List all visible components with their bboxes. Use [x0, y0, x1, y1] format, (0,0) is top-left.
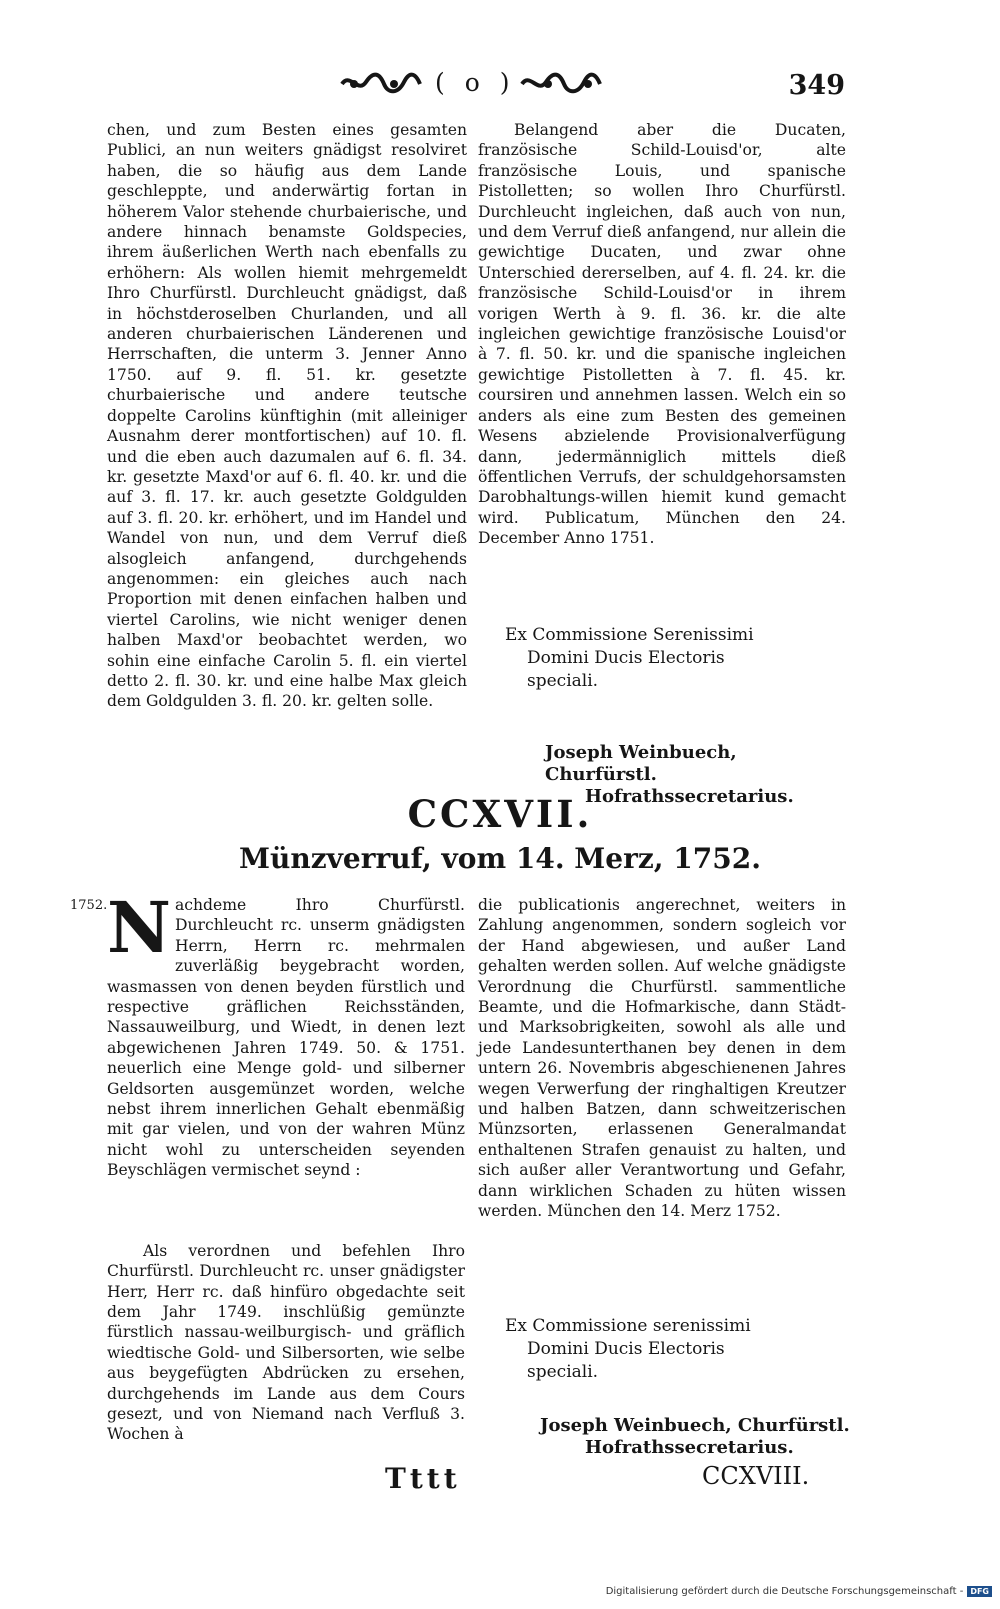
signature-name: Joseph Weinbuech, Churfürstl. — [545, 742, 737, 785]
left-column-top — [107, 120, 467, 712]
commission-line: Ex Commissione Serenissimi — [505, 625, 754, 645]
commission-line: Domini Ducis Electoris — [527, 1339, 725, 1359]
paragraph-text: achdeme Ihro Churfürstl. Durchleucht rc. unserm gnädigsten Herrn, Herrn rc. mehrmalen zuverläßig beygebracht worden, wasmassen von denen beyden fürstlich und respective gräflichen Reichsständen, Nassauweilburg, und Wiedt, in denen lezt abgewichenen Jahren 1749. 50. & 1751. neuerlich eine Menge gold- und silberner Geldsorten ausgemünzet worden, welche nebst ihrem innerlichen Gehalt ebenmäßig mit gar vielen, und von der wahren Münz nicht wohl zu unterscheiden seyenden Beyschlägen vermischet seynd : — [107, 896, 465, 1180]
commission-block — [505, 1315, 805, 1384]
commission-line: Ex Commissione serenissimi — [505, 1316, 751, 1336]
paragraph: Belangend aber die Ducaten, französische Schild-Louisd'or, alte französische Louis, und spanische Pistolletten; so wollen Ihro Churfürstl. Durchleucht ingleichen, daß auch von nun, und dem Verruf dieß anfangend, nur allein die gewichtige Ducaten, und zwar ohne Unterschied dererselben, auf 4. fl. 24. kr. die französische Schild-Louisd'or in ihrem vorigen Werth à 9. fl. 36. kr. die alte ingleichen gewichtige französische Louisd'or à 7. fl. 50. kr. und die spanische ingleichen gewichtige Pistolletten à 7. fl. 45. kr. coursiren und annehmen lassen. Welch ein so anders als eine zum Besten des gemeinen Wesens abzielende Provisionalverfügung dann, jedermänniglich mittels dieß öffentlichen Verrufs, der schuldgehorsamsten Darobhaltungs-willen hiemit kund gemacht wird. Publicatum, München den 24. December Anno 1751. — [478, 121, 846, 548]
drop-cap: N — [107, 886, 171, 969]
margin-year: 1752. — [70, 898, 108, 913]
paragraph: chen, und zum Besten eines gesamten Publici, an nun weiters gnädigst resolviret haben, die so häufig aus dem Lande geschleppte, und anderwärtig fortan in höherem Valor stehende churbaierische, und andere hinnach benamste Goldspecies, ihrem äußerlichen Werth nach ebenfalls zu erhöhern: Als wollen hiemit mehrgemeldt Ihro Churfürstl. Durchleucht gnädigst, daß in höchstderoselben Churlanden, und all anderen churbaierischen Länderenen und Herrschaften, die unterm 3. Jenner Anno 1750. auf 9. fl. 51. kr. gesetzte churbaierische und andere teutsche doppelte Carolins künftighin (mit alleiniger Ausnahm derer montfortischen) auf 10. fl. und die eben auch dazumalen auf 6. fl. 34. kr. gesetzte Maxd'or auf 6. fl. 40. kr. und die auf 3. fl. 17. kr. auch gesetzte Goldgulden auf 3. fl. 20. kr. erhöhert, und im Handel und Wandel von nun, und dem Verruf dieß alsogleich anfangend, durchgehends angenommen: ein gleiches auch nach Proportion mit denen einfachen halben und viertel Carolins, wie nicht weniger denen halben Maxd'or beobachtet werden, wo sohin eine einfache Carolin 5. fl. ein viertel detto 2. fl. 30. kr. und eine halbe Max gleich dem Goldgulden 3. fl. 20. kr. gelten solle. — [107, 121, 467, 711]
page-number: 349 — [788, 70, 845, 101]
commission-line: speciali. — [527, 1362, 599, 1382]
digitization-credit — [606, 1586, 992, 1597]
dfg-logo-icon: DFG — [967, 1586, 992, 1597]
ornament-right-icon — [520, 70, 602, 96]
commission-line: speciali. — [527, 671, 599, 691]
next-section-catchword: CCXVIII. — [702, 1462, 810, 1490]
right-column-bottom — [478, 895, 846, 1222]
signature-name: Joseph Weinbuech, Churfürstl. — [540, 1415, 850, 1436]
paragraph — [107, 886, 465, 1181]
signature-block — [540, 1415, 850, 1459]
signature-title: Hofrathssecretarius. — [585, 1437, 794, 1458]
section-number: CCXVII. — [407, 792, 593, 836]
catchword: Tttt — [385, 1462, 461, 1495]
commission-block — [505, 624, 805, 693]
paragraph: Als verordnen und befehlen Ihro Churfürstl. Durchleucht rc. unser gnädigster Herr, Herr rc. daß hinfüro obgedachte seit dem Jahr 1749. inschlüßig gemünzte fürstlich nassau-weilburgisch- und gräflich wiedtische Gold- und Silbersorten, wie selbe aus beygefügten Abdrücken zu ersehen, durchgehends im Lande aus dem Cours gesezt, und von Niemand nach Verfluß 3. Wochen à — [107, 1241, 465, 1444]
page-mark: ( o ) — [435, 68, 516, 97]
section-title: Münzverruf, vom 14. Merz, 1752. — [239, 842, 761, 875]
commission-line: Domini Ducis Electoris — [527, 648, 725, 668]
signature-title: Hofrathssecretarius. — [585, 786, 794, 807]
credit-text: Digitalisierung gefördert durch die Deutsche Forschungsgemeinschaft - — [605, 1586, 964, 1597]
paragraph: die publicationis angerechnet, weiters in Zahlung angenommen, sondern sogleich vor der Hand abgewiesen, und außer Land gehalten werden sollen. Auf welche gnädigste Verordnung die Churfürstl. sammentliche Beamte, und die Hofmarkische, dann Städt- und Marksobrigkeiten, sowohl als alle und jede Landesunterthanen bey denen in dem untern 26. Novembris abgeschienenen Jahres wegen Verwerfung der ringhaltigen Kreutzer und halben Batzen, dann schweitzerischen Münzsorten, erlassenen Generalmandat enthaltenen Strafen genauist zu halten, und sich außer aller Verantwortung und Gefahr, dann wirklichen Schaden zu hüten wissen werden. München den 14. Merz 1752. — [478, 896, 846, 1221]
left-column-bottom — [107, 886, 465, 1445]
page-header — [330, 66, 845, 110]
ornament-left-icon — [340, 70, 422, 96]
right-column-top — [478, 120, 846, 549]
